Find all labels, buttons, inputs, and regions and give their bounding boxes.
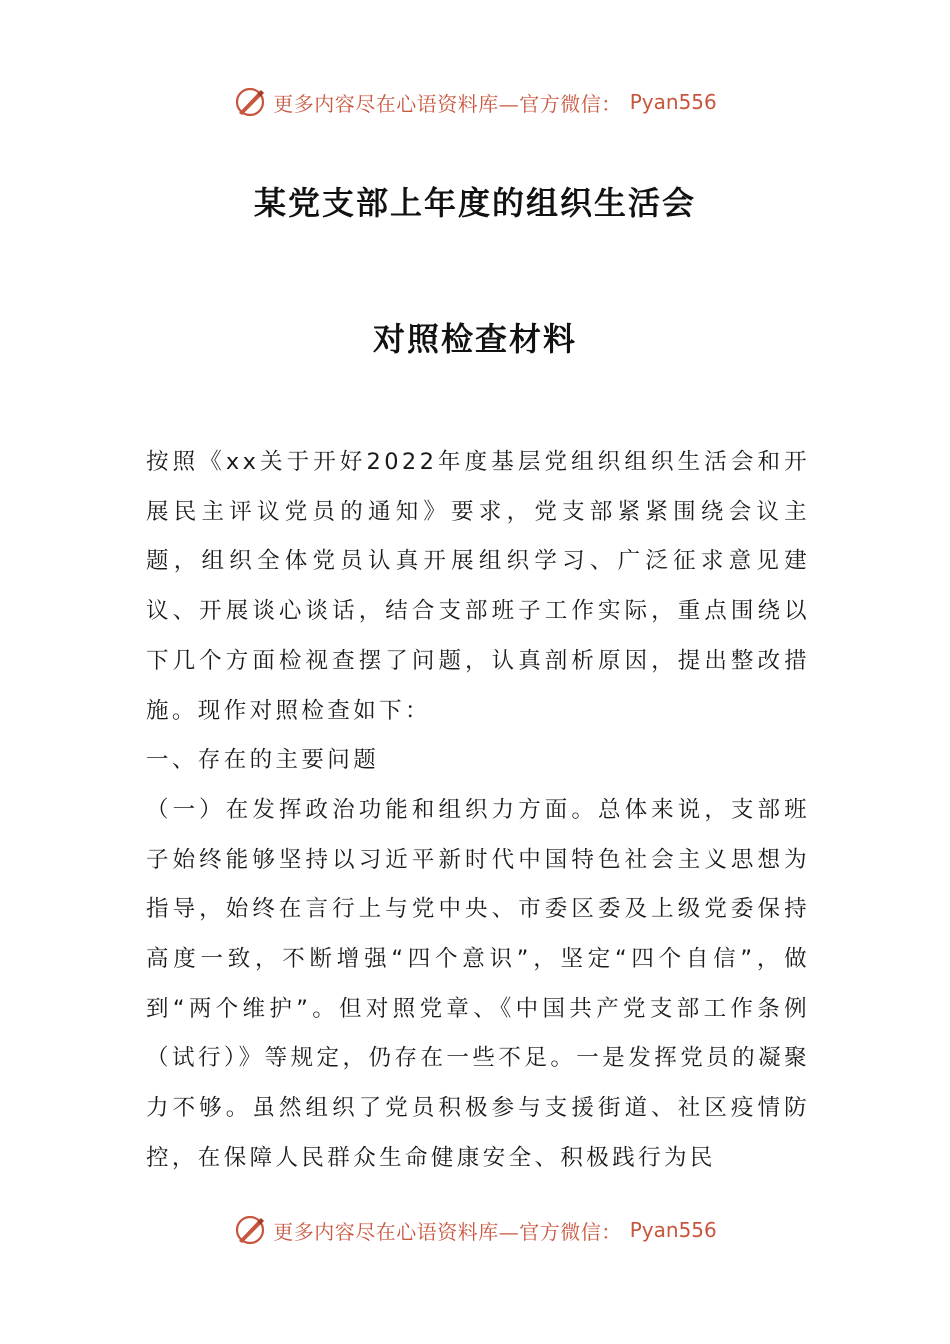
document-title-line-1: 某党支部上年度的组织生活会 xyxy=(253,184,696,222)
pen-circle-logo-icon xyxy=(233,85,267,119)
watermark-handle: Pyan556 xyxy=(629,90,717,114)
section-heading: 一、存在的主要问题 xyxy=(146,747,380,774)
watermark-handle: Pyan556 xyxy=(629,1218,717,1242)
watermark-text: 更多内容尽在心语资料库—官方微信： xyxy=(273,91,622,116)
watermark-header xyxy=(0,82,950,122)
watermark-footer xyxy=(0,1210,950,1250)
pen-circle-logo-icon xyxy=(233,1213,267,1247)
document-body xyxy=(146,438,810,1184)
watermark-text: 更多内容尽在心语资料库—官方微信： xyxy=(273,1219,622,1244)
paragraph-intro: 按照《xx关于开好2022年度基层党组织组织生活会和开展民主评议党员的通知》要求，党支部紧紧围绕会议主题，组织全体党员认真开展组织学习、广泛征求意见建议、开展谈心谈话，结合支部班子工作实际，重点围绕以下几个方面检视查摆了问题，认真剖析原因，提出整改措施。现作对照检查如下： xyxy=(146,449,810,724)
paragraph-subsection-1: （一）在发挥政治功能和组织力方面。总体来说，支部班子始终能够坚持以习近平新时代中国特色社会主义思想为指导，始终在言行上与党中央、市委区委及上级党委保持高度一致，不断增强“四个意识”，坚定“四个自信”，做到“两个维护”。但对照党章、《中国共产党支部工作条例（试行）》等规定，仍存在一些不足。一是发挥党员的凝聚力不够。虽然组织了党员积极参与支援街道、社区疫情防控，在保障人民群众生命健康安全、积极践行为民 xyxy=(146,796,810,1171)
document-title-line-2: 对照检查材料 xyxy=(372,320,577,358)
